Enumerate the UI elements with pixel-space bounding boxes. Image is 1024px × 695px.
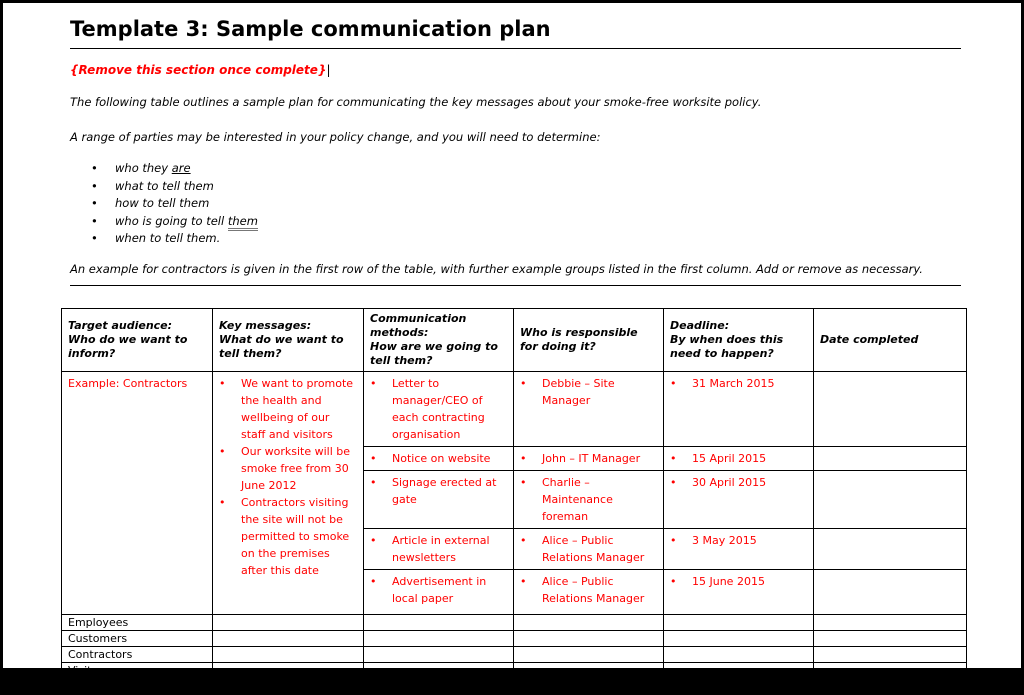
responsible-text: Alice – Public Relations Manager (542, 534, 645, 564)
list-item-underlined: them (228, 214, 258, 231)
list-item (370, 450, 507, 467)
bullet-icon: • (520, 452, 527, 465)
deadline-text: 30 April 2015 (692, 476, 767, 489)
example-paragraph: An example for contractors is given in the first row of the table, with further example groups listed in the first column. Add or remove as necessary. (70, 262, 923, 276)
list-item-text: what to tell them (115, 178, 214, 193)
table-row (62, 679, 967, 695)
method-cell (364, 570, 514, 615)
method-cell (364, 471, 514, 529)
empty-cell[interactable] (514, 615, 664, 631)
list-item (520, 450, 657, 467)
method-text: Signage erected at gate (392, 476, 497, 506)
range-paragraph: A range of parties may be interested in your policy change, and you will need to determine: (70, 130, 601, 144)
section-divider (70, 285, 961, 286)
bullet-icon: • (91, 231, 98, 245)
list-item (219, 494, 357, 579)
header-deadline (664, 309, 814, 372)
header-responsible (514, 309, 664, 372)
list-item-underlined: are (171, 161, 191, 175)
text-cursor: | (326, 63, 331, 77)
remove-section-note (70, 63, 331, 77)
table-row (62, 647, 967, 663)
bullet-icon: • (670, 575, 677, 588)
header-text: Who is responsible for doing it? (520, 326, 638, 353)
audience-group-cell: General public (62, 679, 213, 695)
date-completed-cell[interactable] (814, 372, 967, 447)
empty-cell[interactable] (814, 679, 967, 695)
responsible-cell (514, 471, 664, 529)
empty-cell[interactable] (814, 647, 967, 663)
list-item (520, 375, 657, 409)
communication-plan-table (61, 308, 967, 695)
empty-cell[interactable] (664, 615, 814, 631)
responsible-cell (514, 529, 664, 570)
bullet-icon: • (219, 377, 226, 390)
empty-cell[interactable] (213, 631, 364, 647)
deadline-cell (664, 570, 814, 615)
bullet-icon: • (670, 534, 677, 547)
list-item (670, 450, 807, 467)
determine-list (91, 160, 258, 248)
list-item (670, 532, 807, 549)
date-completed-cell[interactable] (814, 447, 967, 471)
bullet-icon: • (520, 476, 527, 489)
audience-group-cell: Customers (62, 631, 213, 647)
list-item (91, 160, 258, 178)
header-text: Who do we want to inform? (68, 333, 188, 360)
intro-paragraph: The following table outlines a sample plan for communicating the key messages about your smoke-free worksite policy. (70, 95, 762, 109)
header-text: What do we want to tell them? (219, 333, 344, 360)
audience-group-cell: Employees (62, 615, 213, 631)
responsible-text: Debbie – Site Manager (542, 377, 615, 407)
empty-cell[interactable] (364, 679, 514, 695)
deadline-cell (664, 372, 814, 447)
header-text: How are we going to tell them? (370, 340, 498, 367)
list-item (370, 532, 507, 566)
bullet-icon: • (219, 445, 226, 458)
empty-cell[interactable] (664, 647, 814, 663)
document-page (3, 3, 1021, 693)
list-item (370, 474, 507, 508)
audience-group-cell: Visitors (62, 663, 213, 679)
deadline-text: 15 April 2015 (692, 452, 767, 465)
key-messages-cell (213, 372, 364, 615)
list-item (370, 375, 507, 443)
list-item (91, 213, 258, 231)
bullet-icon: • (370, 452, 377, 465)
list-item (520, 474, 657, 525)
bullet-icon: • (370, 575, 377, 588)
bullet-icon: • (91, 161, 98, 175)
header-target-audience (62, 309, 213, 372)
empty-cell[interactable] (514, 631, 664, 647)
empty-cell[interactable] (213, 615, 364, 631)
bullet-icon: • (520, 534, 527, 547)
deadline-text: 15 June 2015 (692, 575, 765, 588)
bullet-icon: • (520, 377, 527, 390)
header-communication-methods (364, 309, 514, 372)
method-text: Notice on website (392, 452, 491, 465)
empty-cell[interactable] (514, 647, 664, 663)
bullet-icon: • (370, 534, 377, 547)
key-message-text: We want to promote the health and wellbeing of our staff and visitors (241, 377, 354, 441)
header-text: Target audience: (68, 319, 173, 332)
list-item (370, 573, 507, 607)
header-date-completed (814, 309, 967, 372)
list-item (670, 474, 807, 491)
bullet-icon: • (91, 213, 98, 228)
page-title: Template 3: Sample communication plan (70, 17, 551, 41)
table-row (62, 631, 967, 647)
empty-cell[interactable] (664, 679, 814, 695)
deadline-cell (664, 447, 814, 471)
list-item (670, 375, 807, 392)
method-text: Article in external newsletters (392, 534, 490, 564)
list-item (670, 573, 807, 590)
empty-cell[interactable] (213, 647, 364, 663)
empty-cell[interactable] (514, 679, 664, 695)
audience-group-cell: Contractors (62, 647, 213, 663)
table-header-row (62, 309, 967, 372)
date-completed-cell[interactable] (814, 570, 967, 615)
list-item (219, 443, 357, 494)
deadline-cell (664, 471, 814, 529)
date-completed-cell[interactable] (814, 471, 967, 529)
deadline-cell (664, 529, 814, 570)
key-message-text: Contractors visiting the site will not be permitted to smoke on the premises after this date (241, 496, 350, 577)
header-text: Deadline: (670, 319, 730, 332)
bullet-icon: • (370, 377, 377, 390)
bullet-icon: • (370, 476, 377, 489)
list-item (91, 195, 258, 213)
example-audience-cell: Example: Contractors (62, 372, 213, 615)
title-divider (70, 48, 961, 49)
bullet-icon: • (670, 452, 677, 465)
method-text: Letter to manager/CEO of each contracting organisation (392, 377, 485, 441)
bullet-icon: • (670, 377, 677, 390)
empty-cell[interactable] (364, 615, 514, 631)
list-item-text: who they (115, 161, 172, 175)
empty-cell[interactable] (814, 615, 967, 631)
list-item (91, 178, 258, 196)
list-item (520, 532, 657, 566)
responsible-cell (514, 372, 664, 447)
empty-cell[interactable] (364, 647, 514, 663)
empty-cell[interactable] (814, 631, 967, 647)
key-message-text: Our worksite will be smoke free from 30 June 2012 (241, 445, 351, 492)
bullet-icon: • (520, 575, 527, 588)
list-item (520, 573, 657, 607)
bullet-icon: • (219, 496, 226, 509)
empty-cell[interactable] (364, 631, 514, 647)
list-item (91, 230, 258, 248)
responsible-cell (514, 447, 664, 471)
method-cell (364, 372, 514, 447)
empty-cell[interactable] (213, 679, 364, 695)
header-text: By when does this need to happen? (670, 333, 784, 360)
header-text: Communication methods: (370, 312, 467, 339)
bullet-icon: • (91, 196, 98, 210)
method-text: Advertisement in local paper (392, 575, 487, 605)
deadline-text: 31 March 2015 (692, 377, 775, 390)
remove-note-text: {Remove this section once complete} (70, 63, 327, 77)
table-row (62, 372, 967, 447)
header-text: Date completed (820, 333, 919, 346)
list-item-text: when to tell them. (115, 231, 221, 245)
header-text: Key messages: (219, 319, 312, 332)
method-cell (364, 529, 514, 570)
responsible-text: John – IT Manager (542, 452, 641, 465)
table-row (62, 615, 967, 631)
responsible-text: Alice – Public Relations Manager (542, 575, 645, 605)
method-cell (364, 447, 514, 471)
empty-cell[interactable] (664, 631, 814, 647)
deadline-text: 3 May 2015 (692, 534, 757, 547)
bullet-icon: • (91, 178, 98, 193)
responsible-text: Charlie – Maintenance foreman (542, 476, 613, 523)
date-completed-cell[interactable] (814, 529, 967, 570)
list-item (219, 375, 357, 443)
list-item-text: who is going to tell (115, 213, 228, 228)
responsible-cell (514, 570, 664, 615)
bullet-icon: • (670, 476, 677, 489)
header-key-messages (213, 309, 364, 372)
list-item-text: how to tell them (115, 196, 210, 210)
